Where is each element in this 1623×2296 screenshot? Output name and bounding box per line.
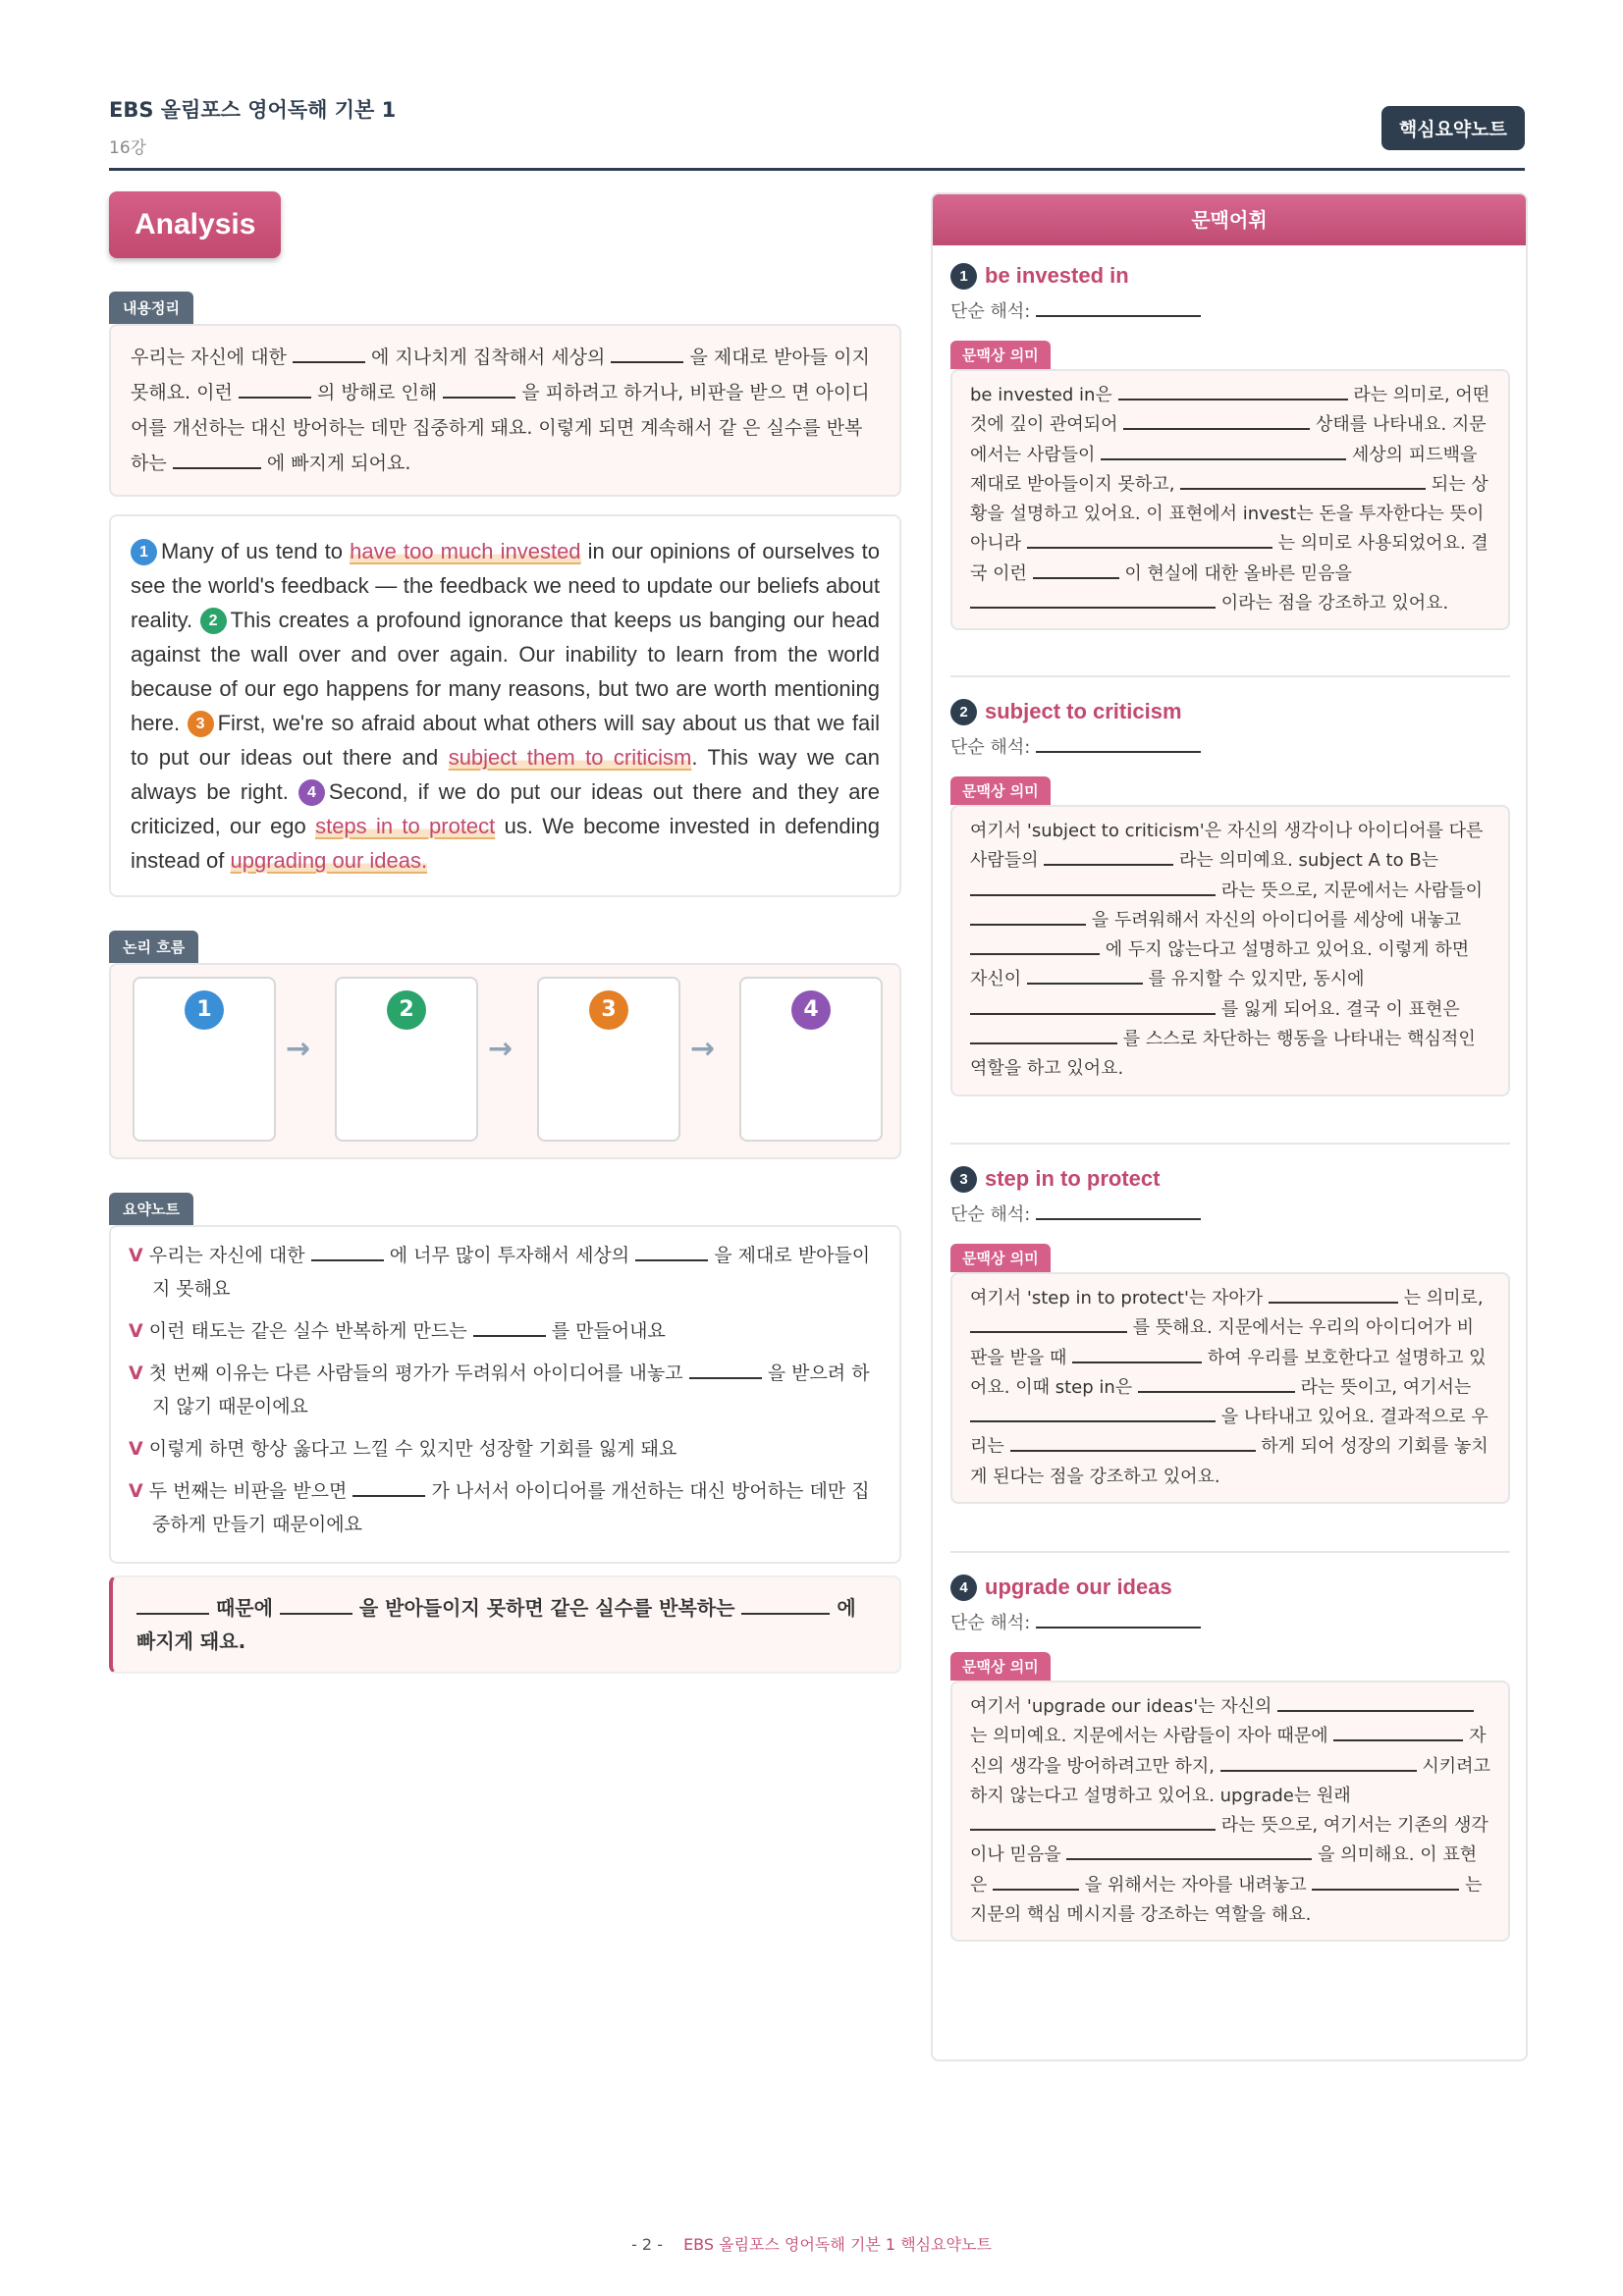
summary-text: 에 지나치게 집착해서 세상의 xyxy=(371,347,606,368)
fill-blank[interactable] xyxy=(970,1812,1216,1831)
vocab-term xyxy=(950,699,1510,725)
fill-blank[interactable] xyxy=(970,1404,1216,1422)
note-text: 가 나서서 아이디어를 개선하는 대신 방어하는 데만 집중하게 만들기 때문이에요 xyxy=(152,1480,870,1535)
meaning-text: 여기서 'upgrade our ideas'는 자신의 xyxy=(970,1696,1272,1717)
passage-text: us. We become invested in defending instead of xyxy=(131,814,880,873)
meaning-text: 라는 의미로, 어떤 것에 깊이 관여되어 xyxy=(970,385,1490,436)
flow-step-3[interactable] xyxy=(537,977,680,1142)
meaning-text: 여기서 'subject to criticism'은 자신의 생각이나 아이디어를 다른 사람들의 xyxy=(970,821,1484,872)
fill-blank[interactable] xyxy=(1277,1693,1474,1712)
simple-label: 단순 해석: xyxy=(950,301,1031,322)
analysis-column xyxy=(109,191,901,1674)
fill-blank[interactable] xyxy=(741,1593,830,1615)
meaning-box xyxy=(950,369,1510,630)
summary-text: 을 제대로 받아들 xyxy=(689,347,829,368)
divider xyxy=(950,1143,1510,1145)
sentence-number-4: 4 xyxy=(298,779,325,806)
fill-blank[interactable] xyxy=(611,342,683,363)
meaning-text: 는 의미로 사용되었어요. 결국 이런 xyxy=(970,533,1488,584)
check-v-icon: V xyxy=(129,1438,143,1460)
flow-step-2[interactable] xyxy=(335,977,478,1142)
passage-text: This creates a profound ignorance that keeps us banging our head against the wall over and over again. Our inability to learn from the world because of our ego happens for many reasons, but two are worth mentioning here. xyxy=(131,608,880,735)
fill-blank[interactable] xyxy=(1123,411,1310,430)
key-message-box xyxy=(109,1575,901,1674)
meaning-text: 를 잃게 되어요. 결국 이 표현은 xyxy=(1220,998,1460,1020)
final-text: 에 빠지게 돼요. xyxy=(136,1596,856,1653)
simple-translation xyxy=(950,295,1510,323)
fill-blank[interactable] xyxy=(311,1240,384,1261)
meaning-text: 라는 뜻이고, 여기서는 xyxy=(1300,1376,1472,1398)
fill-blank[interactable] xyxy=(970,1314,1127,1333)
meaning-text: 를 뜻해요. 지문에서는 우리의 아이디어가 비판을 받을 때 xyxy=(970,1317,1475,1368)
fill-blank[interactable] xyxy=(1180,471,1426,490)
vocab-item-2 xyxy=(950,699,1510,1096)
footer-title: EBS 올림포스 영어독해 기본 1 핵심요약노트 xyxy=(683,2235,992,2254)
fill-blank[interactable] xyxy=(970,936,1100,955)
meaning-text: 이 현실에 대한 올바른 믿음을 xyxy=(1124,562,1352,584)
fill-blank[interactable] xyxy=(293,342,365,363)
note-item xyxy=(129,1239,882,1306)
fill-blank[interactable] xyxy=(993,1872,1079,1891)
term-text: subject to criticism xyxy=(985,699,1182,723)
page-header xyxy=(109,94,1525,171)
summary-text: 을 피하려고 하거나, 비판을 받으 xyxy=(521,382,786,403)
meaning-text: 을 두려워해서 자신의 아이디어를 세상에 내놓고 xyxy=(1091,909,1462,931)
flow-step-4[interactable] xyxy=(739,977,883,1142)
fill-blank[interactable] xyxy=(1027,530,1272,549)
fill-blank[interactable] xyxy=(443,377,515,399)
fill-blank[interactable] xyxy=(970,907,1086,926)
simple-translation xyxy=(950,1607,1510,1634)
context-vocab-panel xyxy=(931,192,1528,2061)
vocab-term xyxy=(950,263,1510,290)
summary-text: 우리는 자신에 대한 xyxy=(131,347,287,368)
vocab-item-4 xyxy=(950,1575,1510,1942)
arrow-right-icon: → xyxy=(488,1032,514,1066)
check-v-icon: V xyxy=(129,1245,143,1266)
passage-text: Many of us tend to xyxy=(161,539,351,563)
passage-text: . This way we can always be right. xyxy=(131,745,881,804)
meaning-tag: 문맥상 의미 xyxy=(950,1244,1051,1272)
simple-label: 단순 해석: xyxy=(950,1204,1031,1225)
divider xyxy=(950,675,1510,677)
note-type-badge: 핵심요약노트 xyxy=(1381,106,1525,150)
fill-blank[interactable] xyxy=(1010,1433,1256,1452)
logic-flow-tag: 논리 흐름 xyxy=(109,931,198,963)
note-text: 을 제대로 받아들이지 못해요 xyxy=(152,1245,871,1300)
highlight-phrase: steps in to protect xyxy=(315,814,496,838)
arrow-right-icon: → xyxy=(690,1032,716,1066)
fill-blank[interactable] xyxy=(1220,1753,1417,1772)
highlight-phrase: have too much invested xyxy=(350,539,581,563)
simple-label: 단순 해석: xyxy=(950,1613,1031,1633)
meaning-text: 자신의 생각을 방어하려고만 하지, xyxy=(970,1726,1487,1777)
meaning-box xyxy=(950,1681,1510,1942)
meaning-text: 세상의 피드백을 제대로 받아들이지 못하고, xyxy=(970,444,1478,495)
summary-text: 의 방해로 인해 xyxy=(316,382,438,403)
vocab-term xyxy=(950,1575,1510,1601)
meaning-tag: 문맥상 의미 xyxy=(950,1652,1051,1681)
fill-blank[interactable] xyxy=(970,1026,1117,1044)
meaning-text: 되는 상황을 설명하고 있어요. 이 표현에서 invest는 돈을 투자한다는 뜻이 아니라 xyxy=(970,473,1488,555)
passage-text: in our opinions of ourselves to see the world's feedback — the feedback we need to update our beliefs about reality. xyxy=(131,539,880,632)
fill-blank[interactable] xyxy=(1036,1607,1201,1629)
meaning-text: 라는 뜻으로, 여기서는 기존의 생각이나 믿음을 xyxy=(970,1815,1488,1866)
check-v-icon: V xyxy=(129,1480,143,1502)
fill-blank[interactable] xyxy=(1044,847,1173,866)
meaning-text: 하여 우리를 보호한다고 설명하고 있어요. 이때 step in은 xyxy=(970,1347,1487,1398)
note-item xyxy=(129,1314,882,1348)
notes-tag: 요약노트 xyxy=(109,1193,193,1225)
meaning-box xyxy=(950,1272,1510,1504)
meaning-text: 는 의미로, xyxy=(1403,1288,1484,1308)
final-text: 을 받아들이지 못하면 같은 실수를 반복하는 xyxy=(358,1596,735,1620)
highlight-phrase: subject them to criticism xyxy=(448,745,692,770)
fill-blank[interactable] xyxy=(1312,1872,1459,1891)
simple-translation xyxy=(950,1199,1510,1226)
page-footer xyxy=(0,2232,1623,2255)
fill-blank[interactable] xyxy=(280,1593,352,1615)
check-v-icon: V xyxy=(129,1362,143,1384)
fill-blank[interactable] xyxy=(970,590,1216,609)
divider xyxy=(950,1551,1510,1553)
note-item xyxy=(129,1474,882,1541)
term-text: step in to protect xyxy=(985,1166,1161,1191)
summary-text: 이지 못해요. 이런 xyxy=(131,347,870,403)
term-text: upgrade our ideas xyxy=(985,1575,1172,1599)
logic-flow xyxy=(109,963,901,1159)
meaning-text: 을 나타내고 있어요. 결과적으로 우리는 xyxy=(970,1407,1488,1458)
note-text: 우리는 자신에 대한 xyxy=(148,1245,305,1266)
passage-text: First, we're so afraid about what others will say about us that we fail to put our ideas out there and xyxy=(131,711,880,770)
highlight-phrase: upgrading our ideas. xyxy=(230,848,428,873)
meaning-text: 라는 의미예요. subject A to B는 xyxy=(1179,850,1439,872)
meaning-tag: 문맥상 의미 xyxy=(950,776,1051,805)
fill-blank[interactable] xyxy=(1036,1199,1201,1220)
final-text: 때문에 xyxy=(215,1596,273,1620)
arrow-right-icon: → xyxy=(286,1032,311,1066)
vocab-item-1 xyxy=(950,263,1510,630)
summary-notes xyxy=(109,1225,901,1564)
summary-text: 은 실수를 반복하는 xyxy=(131,417,863,474)
fill-blank[interactable] xyxy=(173,448,261,469)
fill-blank[interactable] xyxy=(1118,382,1348,400)
note-text: 첫 번째 이유는 다른 사람들의 평가가 두려워서 아이디어를 내놓고 xyxy=(148,1362,683,1384)
note-item xyxy=(129,1357,882,1423)
fill-blank[interactable] xyxy=(970,996,1216,1015)
fill-blank[interactable] xyxy=(1138,1374,1295,1393)
flow-step-1[interactable] xyxy=(133,977,276,1142)
meaning-text: 을 위해서는 자아를 내려놓고 xyxy=(1084,1874,1307,1896)
meaning-box xyxy=(950,805,1510,1096)
note-text: 를 만들어내요 xyxy=(551,1320,666,1342)
note-text: 이런 태도는 같은 실수 반복하게 만드는 xyxy=(148,1320,467,1342)
meaning-text: be invested in은 xyxy=(970,385,1112,405)
vocab-item-3 xyxy=(950,1166,1510,1504)
fill-blank[interactable] xyxy=(1066,1842,1312,1860)
note-text: 이렇게 하면 항상 옳다고 느낄 수 있지만 성장할 기회를 잃게 돼요 xyxy=(148,1438,677,1460)
vocab-number: 1 xyxy=(950,263,977,290)
fill-blank[interactable] xyxy=(1269,1285,1398,1304)
meaning-text: 를 유지할 수 있지만, 동시에 xyxy=(1148,969,1365,990)
term-text: be invested in xyxy=(985,263,1129,288)
meaning-text: 을 의미해요. 이 표현은 xyxy=(970,1844,1478,1896)
meaning-text: 라는 뜻으로, 지문에서는 사람들이 xyxy=(1220,880,1484,901)
fill-blank[interactable] xyxy=(1101,442,1346,460)
simple-label: 단순 해석: xyxy=(950,737,1031,758)
fill-blank[interactable] xyxy=(970,878,1216,896)
sentence-number-3: 3 xyxy=(188,711,214,737)
vocab-number: 2 xyxy=(950,699,977,725)
fill-blank[interactable] xyxy=(635,1240,708,1261)
meaning-text: 는 의미예요. 지문에서는 사람들이 자아 때문에 xyxy=(970,1726,1328,1747)
sentence-number-1: 1 xyxy=(131,539,157,565)
sentence-number-2: 2 xyxy=(200,608,227,634)
book-title: EBS 올림포스 영어독해 기본 1 xyxy=(109,98,397,122)
fill-blank[interactable] xyxy=(1333,1723,1463,1741)
meaning-text: 시키려고 하지 않는다고 설명하고 있어요. upgrade는 원래 xyxy=(970,1755,1490,1806)
meaning-text: 는 지문의 핵심 메시지를 강조하는 역할을 해요. xyxy=(970,1874,1483,1926)
note-item xyxy=(129,1432,882,1466)
meaning-text: 여기서 'step in to protect'는 자아가 xyxy=(970,1288,1264,1308)
simple-translation xyxy=(950,731,1510,759)
meaning-text: 를 스스로 차단하는 행동을 나타내는 핵심적인 역할을 하고 있어요. xyxy=(970,1029,1476,1080)
fill-blank[interactable] xyxy=(1027,966,1143,985)
meaning-text: 하게 되어 성장의 기회를 놓치게 된다는 점을 강조하고 있어요. xyxy=(970,1436,1488,1487)
step-number: 1 xyxy=(185,990,224,1030)
fill-blank[interactable] xyxy=(473,1315,546,1337)
meaning-tag: 문맥상 의미 xyxy=(950,341,1051,369)
meaning-text: 에 두지 않는다고 설명하고 있어요. 이렇게 하면 자신이 xyxy=(970,939,1470,990)
fill-blank[interactable] xyxy=(1036,731,1201,753)
note-text: 을 받으려 하지 않기 때문이에요 xyxy=(152,1362,870,1417)
fill-blank[interactable] xyxy=(239,377,311,399)
note-text: 에 너무 많이 투자해서 세상의 xyxy=(389,1245,630,1266)
step-number: 4 xyxy=(791,990,831,1030)
fill-blank[interactable] xyxy=(1036,295,1201,317)
fill-blank[interactable] xyxy=(689,1358,762,1379)
meaning-text: 이라는 점을 강조하고 있어요. xyxy=(1220,593,1449,614)
vocab-number: 4 xyxy=(950,1575,977,1601)
step-number: 2 xyxy=(387,990,426,1030)
reading-passage xyxy=(109,514,901,897)
passage-text: Second, if we do put our ideas out there and they are criticized, our ego xyxy=(131,779,880,838)
fill-blank[interactable] xyxy=(1072,1345,1202,1363)
summary-tag: 내용정리 xyxy=(109,292,193,324)
fill-blank[interactable] xyxy=(352,1475,425,1497)
summary-text: 면 아이디어를 개선하는 대신 방어하는 데만 집중하게 돼요. 이렇게 되면 계속해서 같 xyxy=(131,382,870,439)
vocab-term xyxy=(950,1166,1510,1193)
note-text: 두 번째는 비판을 받으면 xyxy=(148,1480,348,1502)
check-v-icon: V xyxy=(129,1320,143,1342)
meaning-text: 상태를 나타내요. 지문에서는 사람들이 xyxy=(970,414,1487,465)
fill-blank[interactable] xyxy=(1033,561,1119,579)
lesson-number: 16강 xyxy=(109,138,147,158)
fill-blank[interactable] xyxy=(136,1593,209,1615)
summary-box xyxy=(109,324,901,497)
analysis-tab: Analysis xyxy=(109,191,281,258)
vocab-panel-title: 문맥어휘 xyxy=(933,194,1526,245)
step-number: 3 xyxy=(589,990,628,1030)
summary-text: 에 빠지게 되어요. xyxy=(266,453,411,474)
vocab-number: 3 xyxy=(950,1166,977,1193)
page-number: - 2 - xyxy=(631,2235,663,2254)
